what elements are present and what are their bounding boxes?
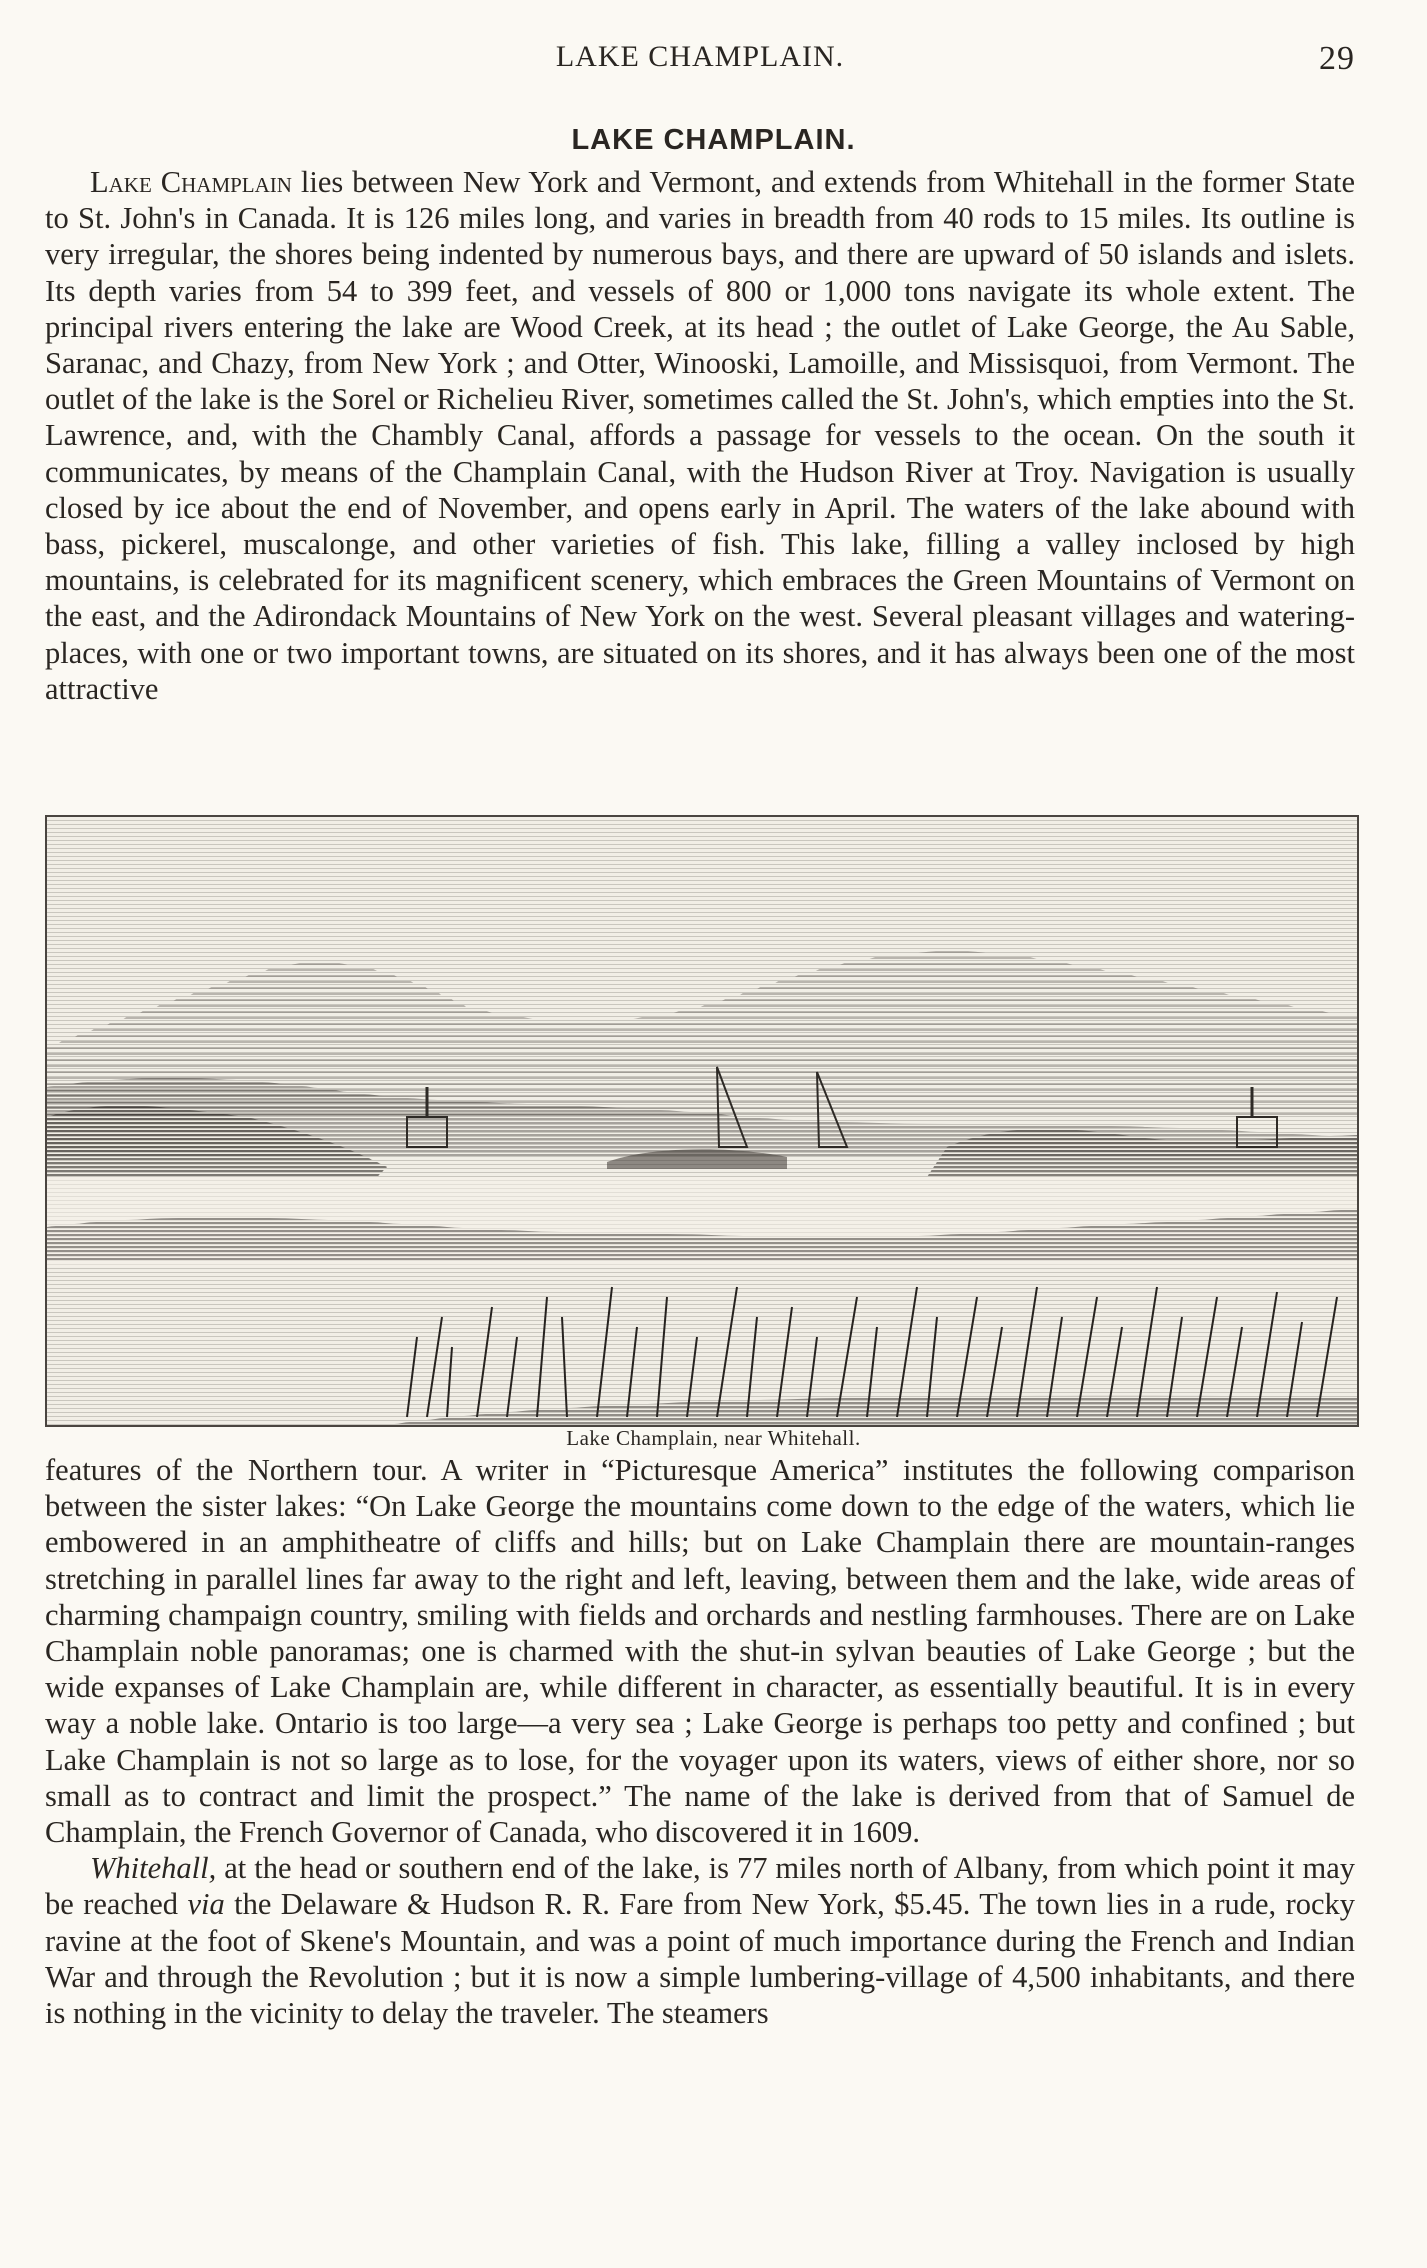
paragraph-lead: Lake Champlain bbox=[90, 165, 292, 199]
paragraph-whitehall bbox=[45, 1850, 1355, 2031]
figure-caption: Lake Champlain, near Whitehall. bbox=[566, 1426, 861, 1450]
page-number: 29 bbox=[1319, 40, 1355, 77]
paragraph-continued bbox=[45, 1452, 1355, 2031]
lake-scene-engraving bbox=[47, 817, 1357, 1425]
paragraph-body-part-1: at the head or southern end of the lake, is 77 miles north of Albany, from which point it may be reached bbox=[45, 1851, 1355, 1922]
running-title: LAKE CHAMPLAIN. bbox=[555, 40, 845, 73]
paragraph-intro bbox=[45, 164, 1355, 707]
page-header bbox=[45, 40, 1355, 84]
italic-via: via bbox=[187, 1887, 225, 1922]
paragraph-body: features of the Northern tour. A writer in “Picturesque America” institutes the following comparison between the sister lakes: “On Lake George the mountains come down to the edge of the waters, which lie embowered in an amphitheatre of cliffs and hills; but on Lake Champlain there are mountain-ranges stretching in parallel lines far away to the right and left, leaving, between them and the lake, wide areas of charming champaign country, smiling with fields and orchards and nestling farmhouses. There are on Lake Champlain noble panoramas; one is charmed with the shut-in sylvan beauties of Lake George ; but the wide expanses of Lake Champlain are, while different in character, as essentially beautiful. It is in every way a noble lake. Ontario is too large—a very sea ; Lake George is perhaps too petty and confined ; but Lake Champlain is not so large as to lose, for the voyager upon its waters, views of either shore, nor so small as to contract and limit the prospect.” The name of the lake is derived from that of Samuel de Champlain, the French Governor of Canada, who discovered it in 1609. bbox=[45, 1453, 1355, 1850]
paragraph-body-part-2: the Delaware & Hudson R. R. Fare from New York, $5.45. The town lies in a rude, rocky ravine at the foot of Skene's Mountain, and was a point of much importance during the French and Indian War and through the Revolution ; but it is now a simple lumbering-village of 4,500 inhabitants, and there is nothing in the vicinity to delay the traveler. The steamers bbox=[45, 1887, 1356, 2031]
section-title: LAKE CHAMPLAIN. bbox=[571, 124, 856, 156]
paragraph-lead: Whitehall, bbox=[90, 1851, 217, 1886]
engraving-illustration bbox=[45, 815, 1359, 1427]
paragraph-body: lies between New York and Vermont, and extends from Whitehall in the former State to St. John's in Canada. It is 126 miles long, and varies in breadth from 40 rods to 15 miles. Its outline is very irregular, the shores being indented by numerous bays, and there are upward of 50 islands and islets. Its depth varies from 54 to 399 feet, and vessels of 800 or 1,000 tons navigate its whole extent. The principal rivers entering the lake are Wood Creek, at its head ; the outlet of Lake George, the Au Sable, Saranac, and Chazy, from New York ; and Otter, Winooski, Lamoille, and Missisquoi, from Vermont. The outlet of the lake is the Sorel or Richelieu River, sometimes called the St. John's, which empties into the St. Lawrence, and, with the Chambly Canal, affords a passage for vessels to the ocean. On the south it communicates, by means of the Champlain Canal, with the Hudson River at Troy. Navigation is usually closed by ice about the end of November, and opens early in April. The waters of the lake abound with bass, pickerel, muscalonge, and other varieties of fish. This lake, filling a valley inclosed by high mountains, is celebrated for its magnificent scenery, which embraces the Green Mountains of Vermont on the east, and the Adirondack Mountains of New York on the west. Several pleasant villages and watering-places, with one or two important towns, are situated on its shores, and it has always been one of the most attractive bbox=[45, 165, 1356, 706]
